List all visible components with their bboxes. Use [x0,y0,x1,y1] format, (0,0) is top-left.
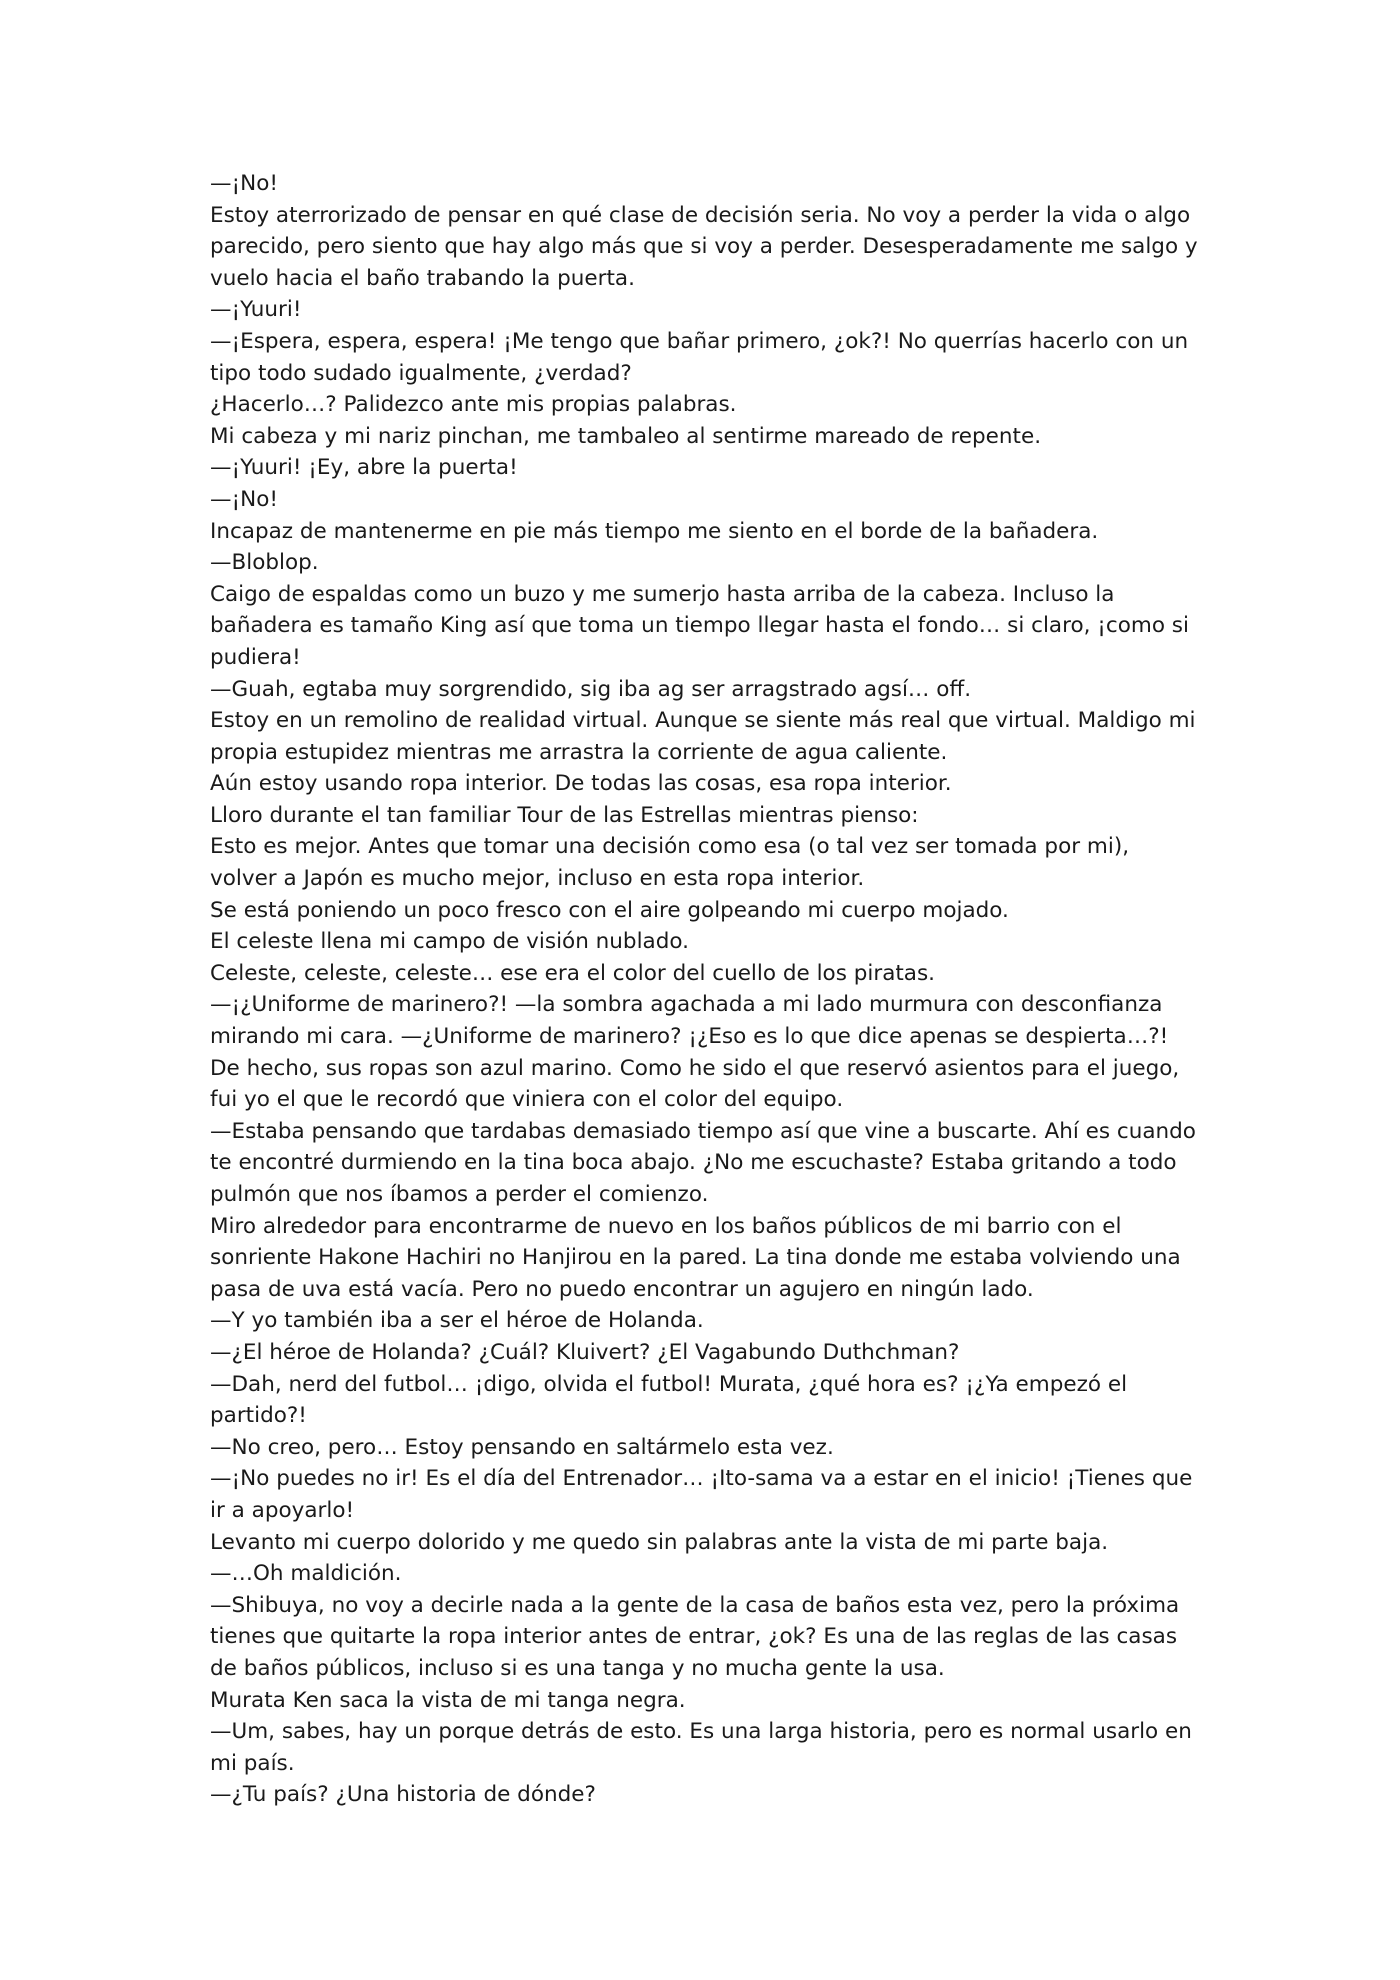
paragraph: Esto es mejor. Antes que tomar una decisión como esa (o tal vez ser tomada por mi), volver a Japón es mucho mejor, incluso en esta ropa interior. [210,834,1130,892]
paragraph: —Guah, egtaba muy sorgrendido, sig iba ag ser arragstrado agsí… off. [210,676,972,702]
paragraph: Se está poniendo un poco fresco con el aire golpeando mi cuerpo mojado. [210,897,1009,923]
paragraph: —¡Yuuri! ¡Ey, abre la puerta! [210,455,518,481]
paragraph: Mi cabeza y mi nariz pinchan, me tambaleo al sentirme mareado de repente. [210,423,1042,449]
paragraph: —No creo, pero… Estoy pensando en saltármelo esta vez. [210,1434,834,1460]
paragraph: —¿Tu país? ¿Una historia de dónde? [210,1782,596,1808]
paragraph: —…Oh maldición. [210,1561,402,1587]
paragraph: ¿Hacerlo…? Palidezco ante mis propias palabras. [210,392,737,418]
paragraph: Estoy aterrorizado de pensar en qué clase de decisión seria. No voy a perder la vida o algo parecido, pero siento que hay algo más que si voy a perder. Desesperadamente me salgo y vuelo hacia el baño trabando la puerta. [210,202,1198,291]
paragraph: —Estaba pensando que tardabas demasiado tiempo así que vine a buscarte. Ahí es cuando te encontré durmiendo en la tina boca abajo. ¿No me escuchaste? Estaba gritando a todo pulmón que nos íbamos a perder el comienzo. [210,1118,1196,1207]
paragraph: —Shibuya, no voy a decirle nada a la gente de la casa de baños esta vez, pero la próxima tienes que quitarte la ropa interior antes de entrar, ¿ok? Es una de las reglas de las casas de baños públicos, incluso si es una tanga y no mucha gente la usa. [210,1592,1180,1681]
paragraph: —Bloblop. [210,550,319,576]
paragraph: —¡Yuuri! [210,297,302,323]
paragraph: —¡No! [210,171,278,196]
paragraph: De hecho, sus ropas son azul marino. Como he sido el que reservó asientos para el juego, fui yo el que le recordó que viniera con el color del equipo. [210,1055,1180,1113]
paragraph: —¡No puedes no ir! Es el día del Entrenador… ¡Ito-sama va a estar en el inicio! ¡Tienes que ir a apoyarlo! [210,1466,1193,1523]
paragraph: El celeste llena mi campo de visión nublado. [210,929,689,955]
paragraph: Murata Ken saca la vista de mi tanga negra. [210,1687,686,1713]
paragraph: —¿El héroe de Holanda? ¿Cuál? Kluivert? ¿El Vagabundo Duthchman? [210,1339,960,1365]
paragraph: Levanto mi cuerpo dolorido y me quedo sin palabras ante la vista de mi parte baja. [210,1529,1109,1555]
body-text [210,168,1200,1811]
paragraph: —¡¿Uniforme de marinero?! —la sombra agachada a mi lado murmura con desconfianza mirando mi cara. —¿Uniforme de marinero? ¡¿Eso es lo que dice apenas se despierta…?! [210,992,1169,1050]
paragraph: —Dah, nerd del futbol… ¡digo, olvida el futbol! Murata, ¿qué hora es? ¡¿Ya empezó el partido?! [210,1371,1128,1429]
paragraph: Miro alrededor para encontrarme de nuevo en los baños públicos de mi barrio con el sonriente Hakone Hachiri no Hanjirou en la pared. La tina donde me estaba volviendo una pasa de uva está vacía. Pero no puedo encontrar un agujero en ningún lado. [210,1213,1181,1302]
paragraph: Estoy en un remolino de realidad virtual. Aunque se siente más real que virtual. Maldigo mi propia estupidez mientras me arrastra la corriente de agua caliente. [210,708,1196,765]
paragraph: —Um, sabes, hay un porque detrás de esto. Es una larga historia, pero es normal usarlo en mi país. [210,1719,1192,1776]
paragraph: Incapaz de mantenerme en pie más tiempo me siento en el borde de la bañadera. [210,518,1099,544]
paragraph: Aún estoy usando ropa interior. De todas las cosas, esa ropa interior. [210,771,952,797]
paragraph: —¡Espera, espera, espera! ¡Me tengo que bañar primero, ¿ok?! No querrías hacerlo con un tipo todo sudado igualmente, ¿verdad? [210,328,1189,386]
paragraph: Celeste, celeste, celeste… ese era el color del cuello de los piratas. [210,960,936,986]
paragraph: —¡No! [210,486,278,512]
paragraph: Lloro durante el tan familiar Tour de las Estrellas mientras pienso: [210,802,919,828]
paragraph: —Y yo también iba a ser el héroe de Holanda. [210,1308,704,1334]
paragraph: Caigo de espaldas como un buzo y me sumerjo hasta arriba de la cabeza. Incluso la bañadera es tamaño King así que toma un tiempo llegar hasta el fondo… si claro, ¡como si pudiera! [210,581,1189,670]
